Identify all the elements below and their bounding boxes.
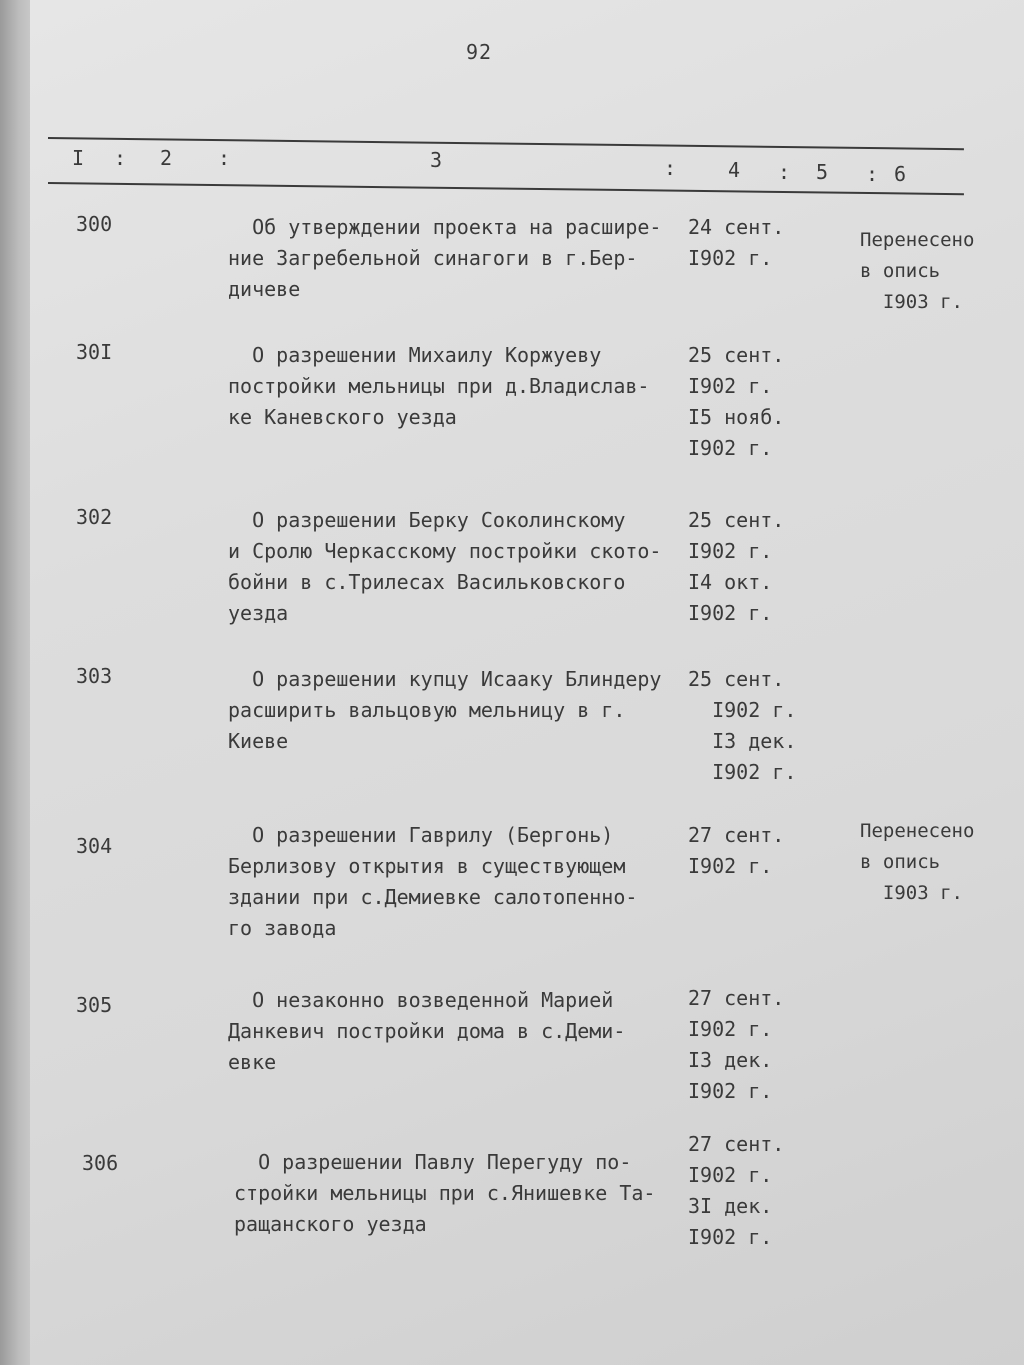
description-line: евке: [228, 1050, 277, 1074]
column-separator: :: [866, 162, 879, 186]
description-line: ращанского уезда: [234, 1212, 427, 1236]
description-line: постройки мельницы при д.Владислав-: [228, 374, 650, 398]
date-line: 27 сент.: [688, 986, 785, 1010]
date-line: I902 г.: [688, 601, 773, 625]
column-separator: :: [114, 146, 127, 170]
column-header-2: 2: [160, 146, 173, 170]
date-line: I902 г.: [688, 1079, 773, 1103]
date-line: I902 г.: [688, 1225, 773, 1249]
note-line: Перенесено: [860, 820, 975, 842]
date-line: 25 сент.: [688, 508, 785, 532]
date-line: I902 г.: [688, 1017, 773, 1041]
description-line: О незаконно возведенной Марией: [228, 988, 614, 1012]
date-line: 3I дек.: [688, 1194, 773, 1218]
description-line: го завода: [228, 916, 337, 940]
date-line: 25 сент.: [688, 667, 785, 691]
date-line: I902 г.: [688, 246, 773, 270]
description-line: дичеве: [228, 277, 301, 301]
row-description: [228, 664, 698, 757]
date-line: I902 г.: [688, 854, 773, 878]
column-separator: :: [218, 146, 231, 170]
description-line: Киеве: [228, 729, 289, 753]
row-number: 30I: [76, 340, 113, 364]
date-line: 27 сент.: [688, 1132, 785, 1156]
description-line: ке Каневского уезда: [228, 405, 457, 429]
date-line: I902 г.: [688, 1163, 773, 1187]
note-line: I903 г.: [860, 291, 963, 313]
description-line: расширить вальцовую мельницу в г.: [228, 698, 626, 722]
date-line: I3 дек.: [688, 1048, 773, 1072]
description-line: ние Загребельной синагоги в г.Бер-: [228, 246, 638, 270]
date-line: I902 г.: [688, 374, 773, 398]
note-line: в опись: [860, 851, 941, 873]
page-number: 92: [466, 40, 493, 64]
description-line: О разрешении Михаилу Коржуеву: [228, 343, 602, 367]
row-number: 303: [76, 664, 113, 688]
row-description: [228, 340, 698, 433]
note-line: I903 г.: [860, 882, 963, 904]
row-dates: [688, 505, 784, 629]
description-line: О разрешении Гаврилу (Бергонь): [228, 823, 614, 847]
column-header-6: 6: [894, 162, 907, 186]
note-line: в опись: [860, 260, 941, 282]
row-number: 305: [76, 993, 113, 1017]
description-line: О разрешении купцу Исааку Блиндеру: [228, 667, 662, 691]
row-description: [228, 212, 698, 305]
row-description: [234, 1147, 704, 1240]
description-line: Об утверждении проекта на расшире-: [228, 215, 662, 239]
row-number: 306: [82, 1151, 119, 1175]
date-line: I902 г.: [688, 698, 797, 722]
row-dates: [688, 820, 784, 882]
row-description: [228, 505, 698, 629]
row-dates: [688, 664, 796, 788]
row-number: 302: [76, 505, 113, 529]
description-line: бойни в с.Трилесах Васильковского: [228, 570, 626, 594]
column-separator: :: [778, 160, 791, 184]
note-line: Перенесено: [860, 229, 975, 251]
description-line: стройки мельницы при с.Янишевке Та-: [234, 1181, 656, 1205]
date-line: I902 г.: [688, 436, 773, 460]
description-line: Берлизову открытия в существующем: [228, 854, 626, 878]
date-line: I902 г.: [688, 760, 797, 784]
column-header-1: I: [72, 146, 85, 170]
column-header-4: 4: [728, 158, 741, 182]
description-line: и Сролю Черкасскому постройки ското-: [228, 539, 662, 563]
description-line: О разрешении Павлу Перегуду по-: [234, 1150, 632, 1174]
row-description: [228, 985, 698, 1078]
row-dates: [688, 340, 784, 464]
date-line: I902 г.: [688, 539, 773, 563]
row-dates: [688, 212, 784, 274]
row-number: 304: [76, 834, 113, 858]
description-line: уезда: [228, 601, 289, 625]
date-line: I5 нояб.: [688, 405, 785, 429]
row-description: [228, 820, 698, 944]
description-line: О разрешении Берку Соколинскому: [228, 508, 626, 532]
column-header-5: 5: [816, 160, 829, 184]
date-line: 24 сент.: [688, 215, 785, 239]
row-dates: [688, 1129, 784, 1253]
date-line: I3 дек.: [688, 729, 797, 753]
row-dates: [688, 983, 784, 1107]
date-line: I4 окт.: [688, 570, 773, 594]
column-separator: :: [664, 156, 677, 180]
column-header-3: 3: [430, 148, 443, 172]
description-line: Данкевич постройки дома в с.Деми-: [228, 1019, 626, 1043]
row-note: [860, 225, 974, 318]
row-number: 300: [76, 212, 113, 236]
date-line: 27 сент.: [688, 823, 785, 847]
description-line: здании при с.Демиевке салотопенно-: [228, 885, 638, 909]
date-line: 25 сент.: [688, 343, 785, 367]
row-note: [860, 816, 974, 909]
